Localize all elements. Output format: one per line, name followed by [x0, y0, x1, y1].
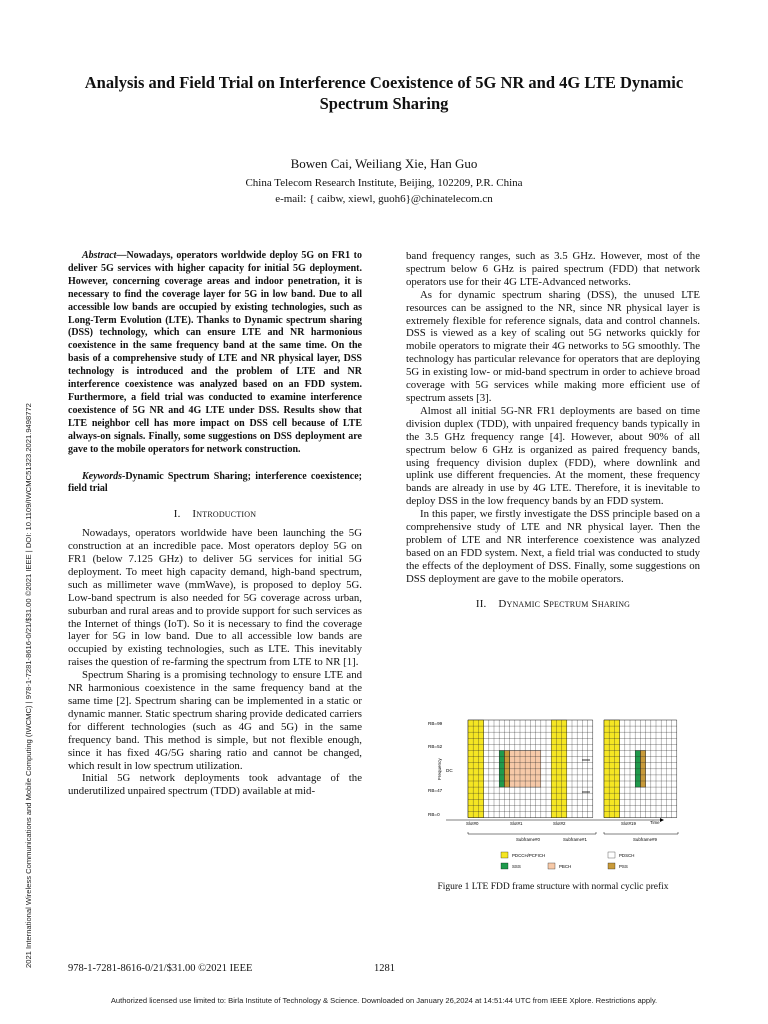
- resource-grid: [468, 720, 677, 818]
- abstract: [68, 250, 362, 457]
- paragraph: Initial 5G network deployments took advantage of the underutilized unpaired spectrum (TDD) available at mid-: [68, 772, 362, 798]
- email: e-mail: { caibw, xiewl, guoh6}@chinatelecom.cn: [275, 193, 493, 205]
- slot-label: Slot#0: [466, 821, 479, 826]
- legend-swatch-sss: [501, 863, 508, 869]
- slot-label: Slot#2: [553, 821, 566, 826]
- rb-label: RB=99: [428, 721, 443, 726]
- keywords-lead: Keywords: [82, 470, 122, 482]
- section-heading-introduction: I. Introduction: [173, 508, 257, 521]
- paragraph: Almost all initial 5G-NR FR1 deployments are based on time division duplex (TDD), with unpaired frequency bands typically in the 3.5 GHz frequency range [4]. However, about 90% of all spectrum below 6 GHz is organized as paired frequency bands, using frequency division duplex (FDD), where downlink and uplink use different frequencies. At the moment, these frequency bands are already in use by 4G LTE. Therefore, it is inevitable to deploy DSS in the low frequency bands by an FDD system.: [406, 404, 700, 508]
- figure-frame-structure: [428, 712, 688, 870]
- slot-label: Slot#19: [621, 821, 636, 826]
- subframe-label: Subframe#0: [516, 837, 540, 842]
- dc-label: DC: [446, 768, 453, 773]
- legend-swatch-pdsch: [608, 852, 615, 858]
- subframe-label: Subframe#9: [633, 837, 657, 842]
- right-column: [406, 250, 700, 616]
- abstract-text: —Nowadays, operators worldwide deploy 5G on FR1 to deliver 5G services with higher capacity for initial 5G deployment. However, concerning coverage areas and indoor penetration, it is necessary to find the coverage layer for 5G in low band. Due to all accessible low bands are occupied by existing technologies, such as Long-Term Evolution (LTE). Thanks to Dynamic spectrum sharing (DSS) technology, which can ensure LTE and NR harmonious coexistence in the same frequency band at the same time. On the basis of a comprehensive study of LTE and NR physical layer, DSS technology is introduced and the problem of LTE and NR interference coexistence was analyzed based on an FDD system. Furthermore, a field trial was conducted to examine interference coexistence of 5G NR and 4G LTE under DSS. Results show that LTE neighbor cell has more impact on DSS cell because of LTE always-on signals. Finally, some suggestions on DSS deployment are gave to the mobile operators for network construction.: [68, 250, 362, 455]
- legend-label: PDCCH/PCFICH: [512, 853, 546, 858]
- footer-isbn: 978-1-7281-8616-0/21/$31.00 ©2021 IEEE: [68, 963, 253, 974]
- legend-label: PBCH: [559, 864, 572, 869]
- subframe-bracket: [604, 832, 678, 834]
- paragraph: In this paper, we firstly investigate the DSS principle based on a comprehensive study of LTE and NR physical layer. Then the problem of LTE and NR interference coexistence was analyzed based on an FDD system. Next, a field trial was conducted to study the effects of the deployment of DSS. Finally, some suggestions on DSS deployment are gave to the mobile operators.: [406, 508, 700, 585]
- frame-structure-diagram: [428, 712, 688, 870]
- legend-swatch-pss: [608, 863, 615, 869]
- authorized-use-notice: Authorized licensed use limited to: Birla Institute of Technology & Science. Downloaded on January 26,2024 at 14:51:44 UTC from IEEE Xplore. Restrictions apply.: [110, 996, 658, 1005]
- slot-label: Slot#1: [510, 821, 523, 826]
- paper-title: Analysis and Field Trial on Interference Coexistence of 5G NR and 4G LTE Dynamic Spectrum Sharing: [84, 73, 684, 113]
- side-doi-strip: 2021 International Wireless Communications and Mobile Computing (IWCMC) | 978-1-7281-8616-0/21/$31.00 ©2021 IEEE | DOI: 10.1109/IWCMC51323.2021.9498772: [24, 403, 33, 968]
- section-heading-dss: II. Dynamic Spectrum Sharing: [475, 597, 631, 610]
- keywords-text: -Dynamic Spectrum Sharing; interference coexistence; field trial: [68, 470, 362, 495]
- rb-label: RB=47: [428, 788, 443, 793]
- keywords: [68, 471, 362, 497]
- authors: Bowen Cai, Weiliang Xie, Han Guo: [290, 156, 478, 171]
- subframe-label: Subframe#1: [563, 837, 587, 842]
- rb-label: RB=0: [428, 812, 440, 817]
- paragraph: band frequency ranges, such as 3.5 GHz. However, most of the spectrum below 6 GHz is paired spectrum (FDD) that network operators use for their 4G LTE-Advanced networks.: [406, 250, 700, 288]
- affiliation: China Telecom Research Institute, Beijing, 102209, P.R. China: [245, 177, 523, 189]
- figure-caption: Figure 1 LTE FDD frame structure with normal cyclic prefix: [437, 882, 669, 892]
- paragraph: Nowadays, operators worldwide have been launching the 5G construction at an incredible pace. Most operators deploy 5G on FR1 (below 7.125 GHz) to deliver 5G services for initial 5G deployment. To meet high capacity demand, high-band spectrum, such as millimeter wave (mmWave), is proposed to deploy 5G. Low-band spectrum is also needed for 5G coverage across urban, suburban and rural areas and to provide support for such services as the Internet of things (IoT). So it is necessary to find the coverage layer for 5G in low band. Due to all accessible low bands are occupied by existing technologies, such as LTE. This inevitably raises the question of re-farming the spectrum from LTE to NR [1].: [68, 527, 362, 669]
- y-axis-label: Frequency: [437, 758, 442, 780]
- time-axis-arrow: [660, 818, 664, 822]
- legend-label: PSS: [619, 864, 628, 869]
- legend-swatch-pbch: [548, 863, 555, 869]
- page-number: 1281: [374, 963, 395, 974]
- time-label: Time: [650, 820, 660, 825]
- abstract-lead: Abstract: [82, 250, 117, 261]
- subframe-bracket: [468, 832, 596, 834]
- rb-label: RB=52: [428, 744, 443, 749]
- paragraph: As for dynamic spectrum sharing (DSS), the unused LTE resources can be assigned to the NR, since NR physical layer is extremely flexible for reference signals, data and control channels. DSS is viewed as a key of scaling out 5G networks quickly for mobile operators to migrate their 4G networks to 5G smoothly. The technology has particular relevance for operators that are deploying 5G in existing low- or mid-band spectrum in order to achieve broad coverage with 5G services while making more efficient use of spectrum assets [3].: [406, 288, 700, 404]
- legend-swatch-pdcch: [501, 852, 508, 858]
- left-column: [68, 250, 362, 798]
- legend-label: SSS: [512, 864, 521, 869]
- paragraph: Spectrum Sharing is a promising technology to ensure LTE and NR harmonious coexistence in the same frequency band at the same time [2]. Spectrum sharing can be implemented in a static or dynamic manner. Static spectrum sharing provide dedicated carriers for different technologies (such as 4G and 5G) in the same frequency band. This method is simple, but not flexible enough, since it has fixed 4G/5G sharing ratio and cannot be changed, which result in low spectrum utilization.: [68, 669, 362, 772]
- legend-label: PDSCH: [619, 853, 635, 858]
